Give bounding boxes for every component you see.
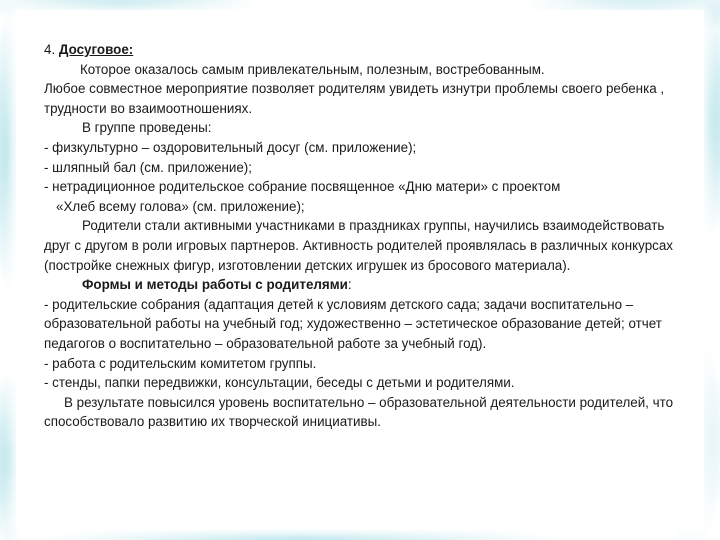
list-item: - шляпный бал (см. приложение); xyxy=(44,159,252,175)
section-heading xyxy=(44,40,684,60)
forms-colon: : xyxy=(347,277,352,293)
list-item: - родительские собрания (адаптация детей к условиям детского сада; задачи воспитательно – образовательной работы на учебный год; художественно – эстетическое образование детей; отчет педагогов о воспитательно – образовательной работе за учебный год). xyxy=(44,296,662,351)
section-title: Досуговое: xyxy=(58,42,134,57)
list-item-continuation: «Хлеб всему голова» (см. приложение); xyxy=(56,198,305,214)
intro-first-line: Которое оказалось самым привлекательным, полезным, востребованным. xyxy=(80,61,545,77)
forms-title: Формы и методы работы с родителями xyxy=(82,277,348,293)
slide-text xyxy=(44,40,684,432)
intro-paragraph: Любое совместное мероприятие позволяет родителям увидеть изнутри проблемы своего ребенка , трудности во взаимоотношениях. xyxy=(44,81,665,116)
activity-paragraph: Родители стали активными участниками в праздниках группы, научились взаимодействовать друг с другом в роли игровых партнеров. Активность родителей проявлялась в различных конкурсах (постройке снежных фигур, изготовлении детских игрушек из бросового материала). xyxy=(44,218,673,273)
group-intro: В группе проведены: xyxy=(82,120,212,136)
list-item: - стенды, папки передвижки, консультации, беседы с детьми и родителями. xyxy=(44,375,515,391)
list-item: - работа с родительским комитетом группы. xyxy=(44,355,317,371)
list-item: - нетрадиционное родительское собрание посвященное «Дню матери» с проектом xyxy=(44,179,561,195)
section-number: 4. xyxy=(44,42,56,57)
forms-heading xyxy=(44,275,684,295)
list-item: - физкультурно – оздоровительный досуг (см. приложение); xyxy=(44,139,417,155)
conclusion-paragraph: В результате повысился уровень воспитательно – образовательной деятельности родителей, что способствовало развитию их творческой инициативы. xyxy=(44,394,674,430)
